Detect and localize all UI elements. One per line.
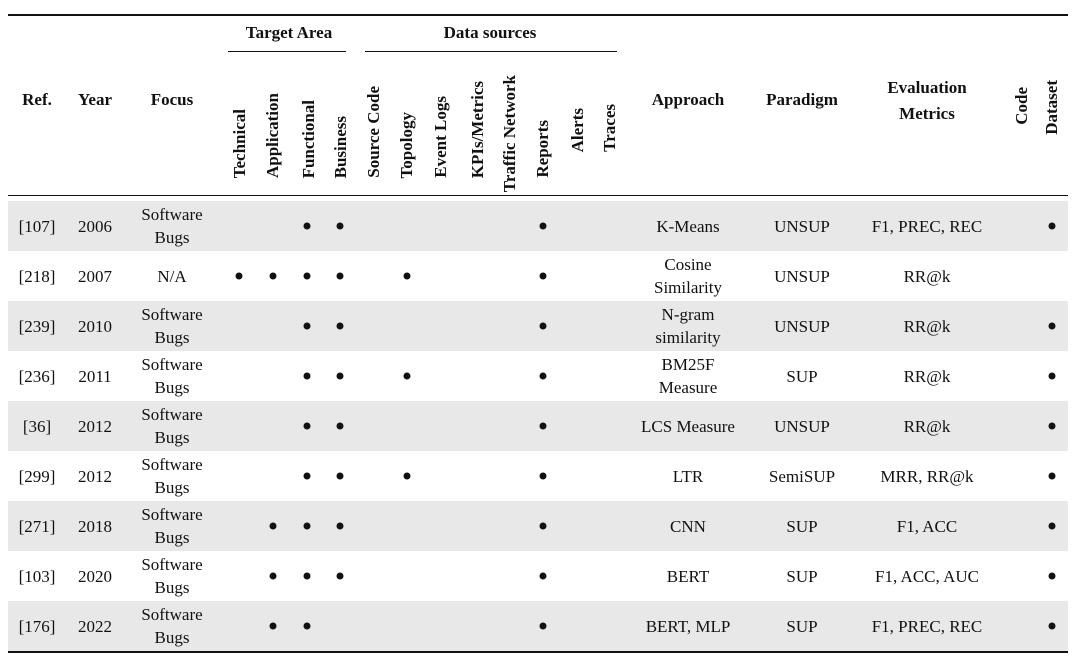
approach-cell-line: BERT	[666, 566, 710, 586]
year-cell: 2018	[78, 516, 112, 536]
business-bullet	[337, 523, 344, 530]
year-cell: 2007	[78, 266, 112, 286]
business-bullet	[337, 323, 344, 330]
business-bullet	[337, 423, 344, 430]
year-cell: 2011	[78, 366, 112, 386]
metrics-cell: F1, PREC, REC	[871, 616, 983, 636]
paradigm-cell: UNSUP	[774, 416, 830, 436]
focus-cell-line: Software	[141, 205, 203, 224]
application-bullet	[270, 523, 277, 530]
functional-bullet	[304, 623, 311, 630]
reports-bullet	[540, 423, 547, 430]
approach-cell	[654, 253, 722, 299]
dataset-bullet	[1049, 523, 1056, 530]
ref-cell: [176]	[18, 616, 56, 636]
source-code-header: Source Code	[364, 86, 383, 178]
functional-bullet	[304, 573, 311, 580]
business-bullet	[337, 223, 344, 230]
focus-cell-line: Bugs	[154, 578, 190, 597]
reports-header: Reports	[533, 120, 552, 178]
focus-cell	[141, 203, 202, 249]
paradigm-cell: SemiSUP	[768, 466, 836, 486]
dataset-header: Dataset	[1042, 80, 1061, 135]
approach-cell-line: Similarity	[654, 278, 722, 297]
alerts-header: Alerts	[568, 107, 587, 152]
functional-bullet	[304, 373, 311, 380]
ref-cell: [239]	[18, 316, 56, 336]
focus-cell-line: Software	[141, 405, 203, 424]
reports-bullet	[540, 473, 547, 480]
approach-cell-line: Cosine	[664, 255, 712, 274]
focus-cell	[141, 303, 202, 349]
approach-cell-line: K-Means	[656, 216, 720, 236]
application-bullet	[270, 623, 277, 630]
ref-cell: [218]	[18, 266, 56, 286]
year-cell: 2020	[78, 566, 112, 586]
traffic-network-header: Traffic Network	[500, 74, 519, 192]
approach-cell-line: BERT, MLP	[645, 616, 731, 636]
focus-cell-line: Software	[141, 455, 203, 474]
dataset-bullet	[1049, 573, 1056, 580]
year-cell: 2006	[78, 216, 112, 236]
functional-bullet	[304, 223, 311, 230]
topology-bullet	[404, 273, 411, 280]
approach-cell	[659, 353, 718, 399]
header-bottom-rule	[8, 195, 1068, 196]
ref-header: Ref.	[22, 90, 52, 109]
evaluation-metrics-header-line2: Metrics	[899, 104, 955, 123]
dataset-bullet	[1049, 473, 1056, 480]
paradigm-cell: SUP	[786, 616, 818, 636]
year-cell: 2010	[78, 316, 112, 336]
metrics-cell: F1, ACC, AUC	[875, 566, 979, 586]
data-sources-group-header: Data sources	[443, 23, 537, 42]
reports-bullet	[540, 223, 547, 230]
evaluation-metrics-header-line1: Evaluation	[887, 78, 967, 97]
approach-cell	[655, 303, 720, 349]
approach-cell	[673, 465, 704, 488]
metrics-cell: RR@k	[903, 316, 951, 336]
topology-header: Topology	[397, 111, 416, 178]
focus-cell-line: Bugs	[154, 378, 190, 397]
reports-bullet	[540, 273, 547, 280]
business-bullet	[337, 573, 344, 580]
dataset-bullet	[1049, 623, 1056, 630]
focus-cell-line: Software	[141, 505, 203, 524]
focus-cell-line: Bugs	[154, 428, 190, 447]
focus-cell-line: N/A	[157, 266, 187, 286]
event-logs-header: Event Logs	[431, 96, 450, 178]
approach-cell	[670, 515, 706, 538]
approach-cell	[667, 565, 709, 588]
metrics-cell: RR@k	[903, 416, 951, 436]
metrics-cell: F1, ACC	[896, 516, 958, 536]
business-bullet	[337, 373, 344, 380]
focus-cell-line: Software	[141, 605, 203, 624]
metrics-cell: F1, PREC, REC	[871, 216, 983, 236]
approach-cell-line: N-gram	[661, 305, 715, 324]
application-header: Application	[263, 92, 282, 178]
kpis-metrics-header: KPIs/Metrics	[468, 80, 487, 178]
functional-bullet	[304, 323, 311, 330]
approach-cell-line: CNN	[670, 516, 706, 536]
focus-cell-line: Bugs	[154, 328, 190, 347]
bottom-rule	[8, 651, 1068, 653]
focus-cell	[141, 353, 202, 399]
focus-cell	[141, 453, 202, 499]
approach-cell	[656, 215, 719, 238]
focus-cell	[141, 603, 202, 649]
focus-cell	[157, 265, 186, 288]
traces-header: Traces	[600, 104, 619, 152]
focus-cell-line: Bugs	[154, 478, 190, 497]
approach-cell-line: LCS Measure	[641, 416, 735, 436]
code-header: Code	[1012, 87, 1031, 125]
functional-bullet	[304, 273, 311, 280]
reports-bullet	[540, 523, 547, 530]
target-area-underline	[228, 51, 346, 52]
target-area-group-header: Target Area	[245, 23, 333, 42]
functional-bullet	[304, 523, 311, 530]
paradigm-cell: SUP	[786, 516, 818, 536]
focus-cell	[141, 553, 202, 599]
paradigm-cell: SUP	[786, 566, 818, 586]
dataset-bullet	[1049, 223, 1056, 230]
metrics-cell: MRR, RR@k	[880, 466, 974, 486]
paradigm-cell: UNSUP	[774, 266, 830, 286]
reports-bullet	[540, 373, 547, 380]
focus-cell-line: Software	[141, 305, 203, 324]
topology-bullet	[404, 473, 411, 480]
business-header: Business	[331, 115, 350, 178]
metrics-cell: RR@k	[903, 366, 951, 386]
data-sources-underline	[365, 51, 617, 52]
technical-bullet	[236, 273, 243, 280]
topology-bullet	[404, 373, 411, 380]
focus-cell	[141, 403, 202, 449]
metrics-cell: RR@k	[903, 266, 951, 286]
focus-cell	[141, 503, 202, 549]
approach-cell	[646, 615, 731, 638]
approach-cell-line: LTR	[672, 466, 704, 486]
paradigm-cell: UNSUP	[774, 216, 830, 236]
approach-cell	[641, 415, 735, 438]
technical-header: Technical	[230, 108, 249, 178]
dataset-bullet	[1049, 423, 1056, 430]
ref-cell: [299]	[18, 466, 56, 486]
approach-cell-line: similarity	[655, 328, 721, 347]
year-header: Year	[78, 90, 112, 109]
paradigm-cell: UNSUP	[774, 316, 830, 336]
year-cell: 2022	[78, 616, 112, 636]
dataset-bullet	[1049, 373, 1056, 380]
focus-cell-line: Software	[141, 355, 203, 374]
approach-cell-line: BM25F	[661, 355, 715, 374]
year-cell: 2012	[78, 416, 112, 436]
application-bullet	[270, 273, 277, 280]
business-bullet	[337, 273, 344, 280]
dataset-bullet	[1049, 323, 1056, 330]
paradigm-header: Paradigm	[766, 90, 838, 109]
functional-bullet	[304, 423, 311, 430]
application-bullet	[270, 573, 277, 580]
ref-cell: [107]	[18, 216, 56, 236]
business-bullet	[337, 473, 344, 480]
ref-cell: [271]	[18, 516, 56, 536]
functional-bullet	[304, 473, 311, 480]
ref-cell: [36]	[22, 416, 52, 436]
ref-cell: [236]	[18, 366, 56, 386]
focus-cell-line: Software	[141, 555, 203, 574]
focus-header: Focus	[150, 90, 194, 109]
approach-header: Approach	[651, 90, 725, 109]
year-cell: 2012	[78, 466, 112, 486]
reports-bullet	[540, 573, 547, 580]
reports-bullet	[540, 623, 547, 630]
functional-header: Functional	[299, 99, 318, 178]
approach-cell-line: Measure	[658, 378, 718, 397]
focus-cell-line: Bugs	[154, 228, 190, 247]
ref-cell: [103]	[18, 566, 56, 586]
focus-cell-line: Bugs	[154, 628, 190, 647]
focus-cell-line: Bugs	[154, 528, 190, 547]
reports-bullet	[540, 323, 547, 330]
paradigm-cell: SUP	[786, 366, 818, 386]
top-rule	[8, 14, 1068, 16]
